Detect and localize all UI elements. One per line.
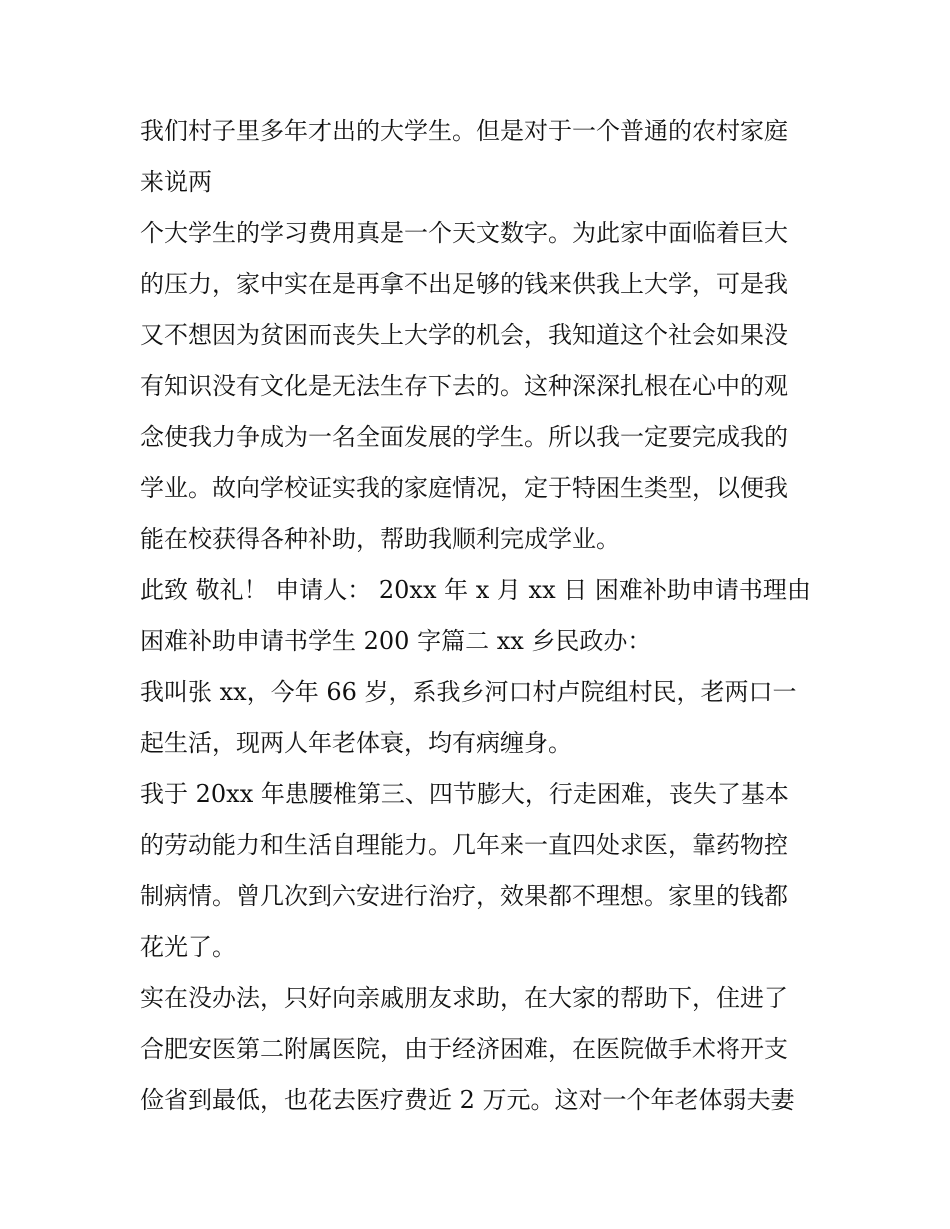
text-line: 个大学生的学习费用真是一个天文数字。为此家中面临着巨大 xyxy=(140,219,788,247)
text-line: 念使我力争成为一名全面发展的学生。所以我一定要完成我的 xyxy=(140,423,788,451)
text-line: 此致 敬礼！ 申请人： 20xx 年 x 月 xx 日 困难补助申请书理由 xyxy=(140,576,811,604)
text-line: 实在没办法，只好向亲戚朋友求助，在大家的帮助下，住进了 xyxy=(140,984,788,1012)
text-line: 花光了。 xyxy=(140,933,236,961)
text-line: 的劳动能力和生活自理能力。几年来一直四处求医，靠药物控 xyxy=(140,831,788,859)
text-line: 我们村子里多年才出的大学生。但是对于一个普通的农村家庭 xyxy=(140,117,788,145)
text-line: 困难补助申请书学生 200 字篇二 xx 乡民政办： xyxy=(140,627,652,655)
text-line: 我于 20xx 年患腰椎第三、四节膨大，行走困难，丧失了基本 xyxy=(140,780,789,808)
text-line: 我叫张 xx，今年 66 岁，系我乡河口村卢院组村民，老两口一 xyxy=(140,678,797,706)
text-line: 来说两 xyxy=(140,168,212,196)
text-line: 能在校获得各种补助，帮助我顺利完成学业。 xyxy=(140,525,620,553)
text-line: 起生活，现两人年老体衰，均有病缠身。 xyxy=(140,729,572,757)
text-line: 合肥安医第二附属医院，由于经济困难，在医院做手术将开支 xyxy=(140,1035,788,1063)
text-line: 学业。故向学校证实我的家庭情况，定于特困生类型，以便我 xyxy=(140,474,788,502)
document-body xyxy=(140,106,820,1126)
text-line: 有知识没有文化是无法生存下去的。这种深深扎根在心中的观 xyxy=(140,372,788,400)
text-line: 又不想因为贫困而丧失上大学的机会，我知道这个社会如果没 xyxy=(140,321,788,349)
text-line: 的压力，家中实在是再拿不出足够的钱来供我上大学，可是我 xyxy=(140,270,788,298)
text-line: 俭省到最低，也花去医疗费近 2 万元。这对一个年老体弱夫妻 xyxy=(140,1086,795,1114)
text-line: 制病情。曾几次到六安进行治疗，效果都不理想。家里的钱都 xyxy=(140,882,788,910)
